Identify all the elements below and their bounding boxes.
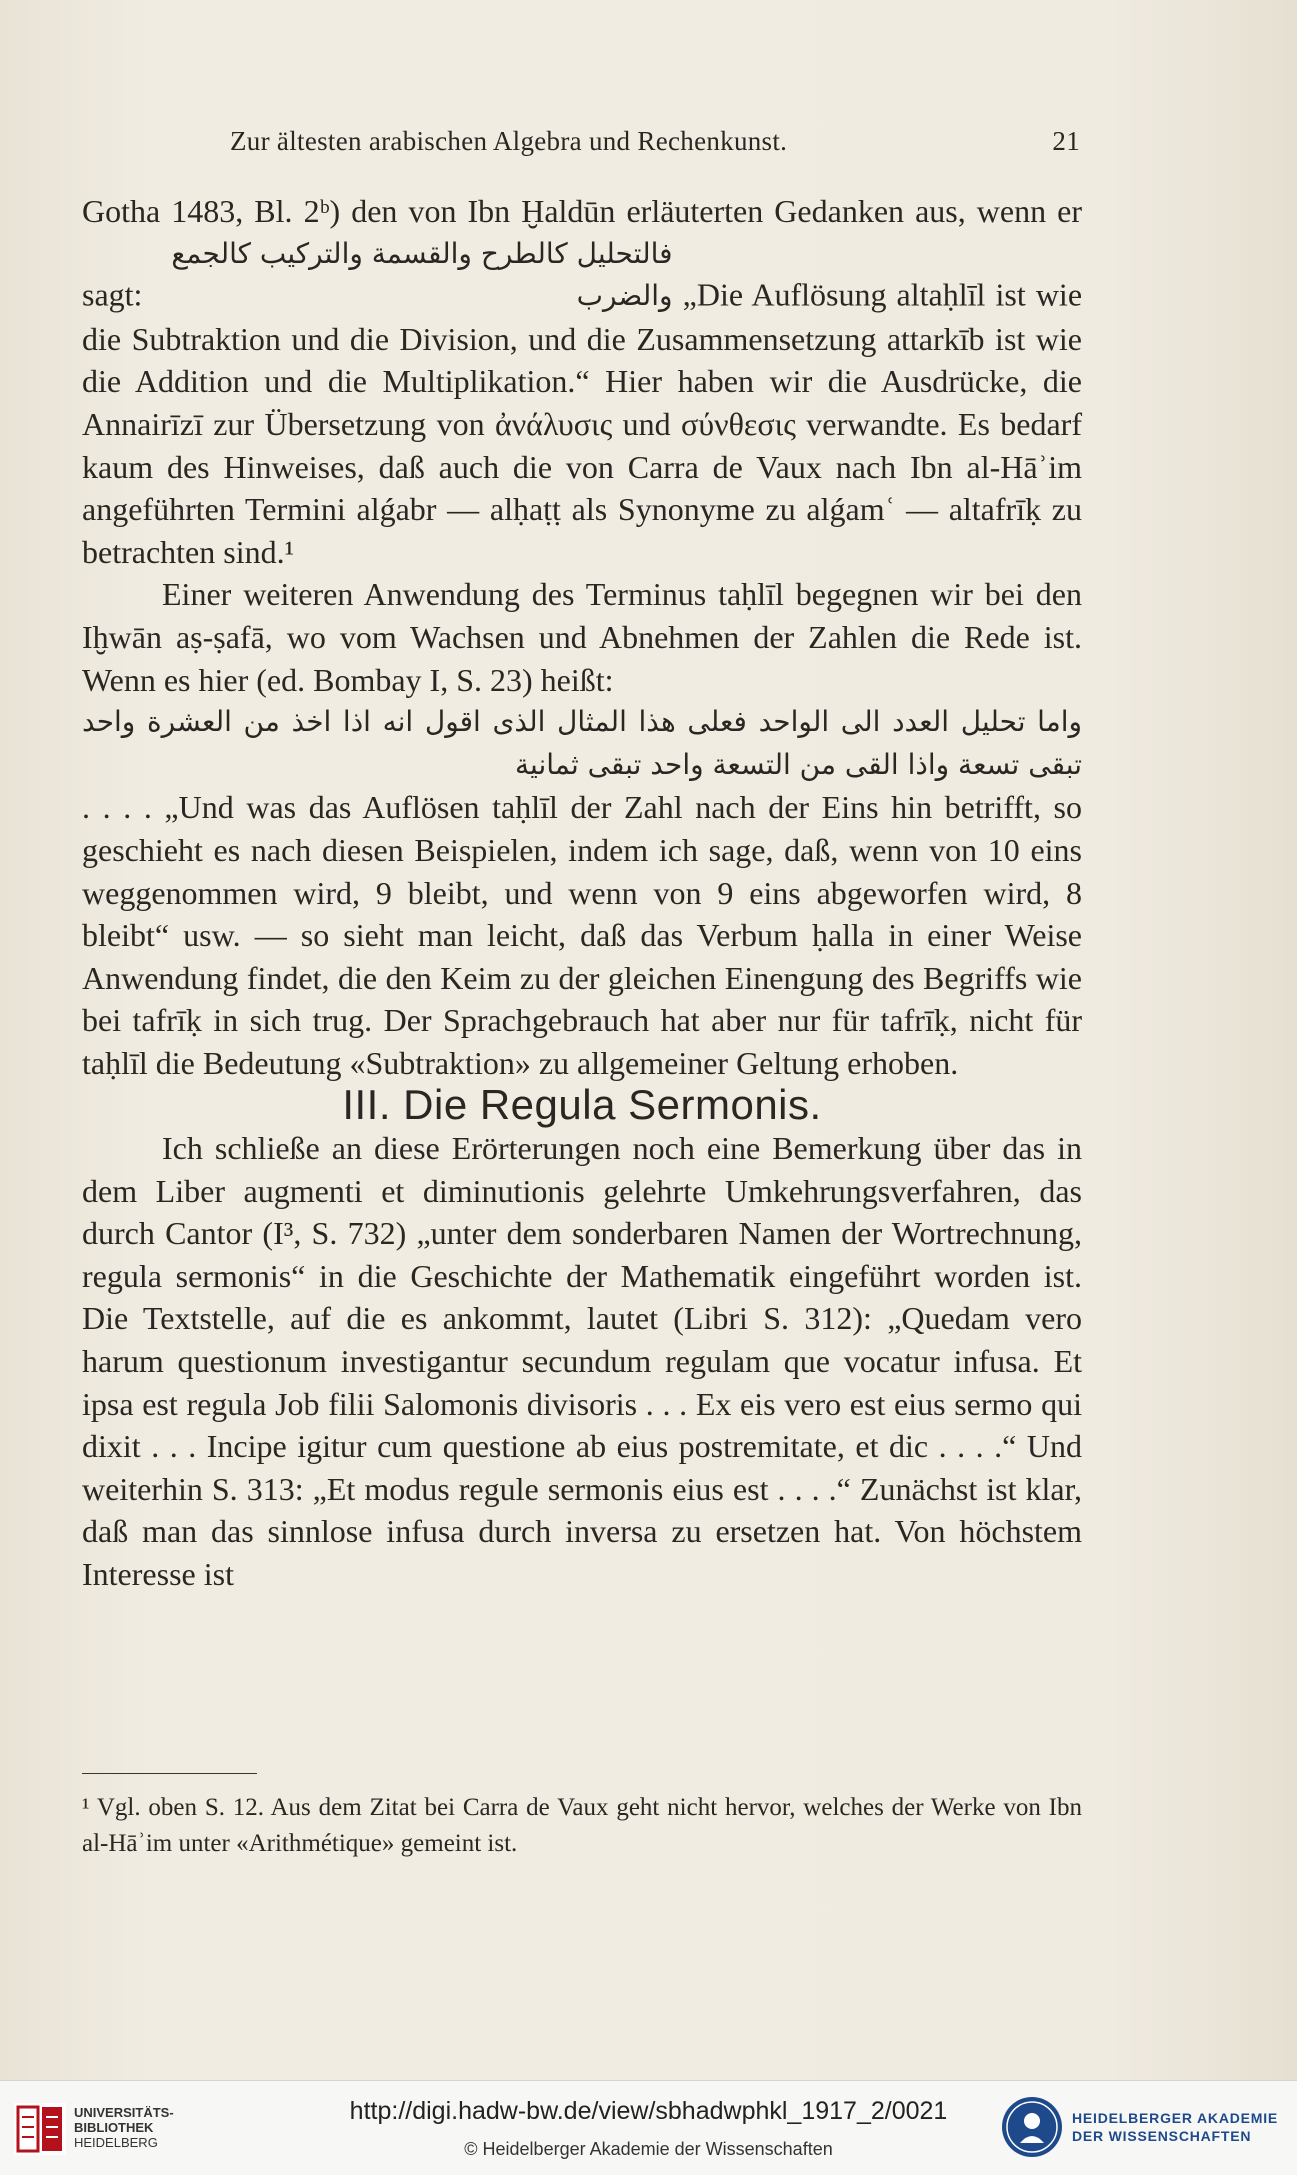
paragraph-3: Ich schließe an diese Erörterungen noch eine Bemerkung über das in dem Liber augmenti et diminutionis gelehrte Umkehrungsverfahren, das durch Cantor (I³, S. 732) „unter dem sonderbaren Namen der Wortrechnung, regula sermonis“ in die Geschichte der Mathematik eingeführt worden ist. Die Textstelle, auf die es ankommt, lautet (Libri S. 312): „Quedam vero harum questionum investigantur secundum regulam que vocatur infusa. Et ipsa est regula Job filii Salomonis divisoris . . . Ex eis vero est eius sermo qui dixit . . . Incipe igitur cum questione ab eius postremitate, et dic . . . .“ Und weiterhin S. 313: „Et modus regule sermonis eius est . . . .“ Zunächst ist klar, daß man das sinnlose infusa durch inversa zu ersetzen hat. Von höchstem Interesse ist [82,1130,1082,1592]
paragraph-2-intro: Einer weiteren Anwendung des Terminus taḥlīl begegnen wir bei den Iḫwān aṣ-ṣafā, wo vom Wachsen und Abnehmen der Zahlen die Rede ist. Wenn es hier (ed. Bombay I, S. 23) heißt: [82,576,1082,698]
academy-line-1: HEIDELBERGER AKADEMIE [1072,2110,1279,2126]
library-line-1: UNIVERSITÄTS- [74,2105,174,2120]
arabic-quote-2: واما تحليل العدد الى الواحد فعلى هذا المثال الذى اقول انه اذا اخذ من العشرة واحد تبقى تسعة واذا القى من التسعة واحد تبقى ثمانية [82,705,1082,781]
permalink-url[interactable]: http://digi.hadw-bw.de/view/sbhadwphkl_1917_2/0021 [349,2097,948,2125]
running-header [230,126,1080,157]
digitization-footer [0,2080,1297,2175]
paragraph-1-rest: „Die Auflösung altaḥlīl ist wie die Subtraktion und die Division, und die Zusammensetzung attarkīb ist wie die Addition und die Multiplikation.“ Hier haben wir die Ausdrücke, die Annairīzī zur Übersetzung von ἀνάλυσις und σύνθεσις verwandte. Es bedarf kaum des Hinweises, daß auch die von Carra de Vaux nach Ibn al-Hāʾim angeführten Termini alǵabr — alḥaṭṭ als Synonyme zu alǵamʿ — altafrīḳ zu betrachten sind.¹ [82,276,1083,570]
paragraph-2-translation: . . . . „Und was das Auflösen taḥlīl der Zahl nach der Eins hin betrifft, so geschieht es nach diesen Beispielen, indem ich sage, daß, wenn von 10 eins weggenommen wird, 9 bleibt, und wenn von 9 eins abgeworfen wird, 8 bleibt“ usw. — so sieht man leicht, daß das Verbum ḥalla in einer Weise Anwendung findet, die den Keim zu der gleichen Einengung des Begriffs wie bei tafrīḳ in sich trug. Der Sprachgebrauch hat aber nur für tafrīḳ, nicht für taḥlīl die Bedeutung «Subtraktion» zu allgemeiner Geltung erhoben. [82,789,1082,1081]
copyright-notice: © Heidelberger Akademie der Wissenschaften [464,2139,833,2159]
footnote: ¹ Vgl. oben S. 12. Aus dem Zitat bei Carra de Vaux geht nicht hervor, welches der Werke von Ibn al-Hāʾim unter «Arithmétique» gemeint ist. [82,1794,1082,1857]
academy-seal-icon [1000,2095,1064,2159]
academy-name [1072,2109,1278,2145]
library-line-2: BIBLIOTHEK [74,2120,154,2135]
running-title: Zur ältesten arabischen Algebra und Rechenkunst. [230,126,788,156]
body-text [82,190,1082,1596]
page-number: 21 [1052,126,1080,156]
paragraph-1-line-1: Gotha 1483, Bl. 2ᵇ) den von Ibn Ḫaldūn erläuterten Gedanken [82,193,905,229]
paragraph-1-line-2-prefix: aus, wenn er sagt: [82,193,1083,313]
paragraph-1 [82,190,1082,573]
academy-line-2: DER WISSENSCHAFTEN [1072,2128,1252,2144]
section-title: III. Die Regula Sermonis. [342,1081,822,1129]
arabic-quote-1: فالتحليل كالطرح والقسمة والتركيب كالجمع والضرب [171,236,673,313]
footnote-rule [82,1773,257,1774]
library-line-3: HEIDELBERG [74,2135,158,2150]
